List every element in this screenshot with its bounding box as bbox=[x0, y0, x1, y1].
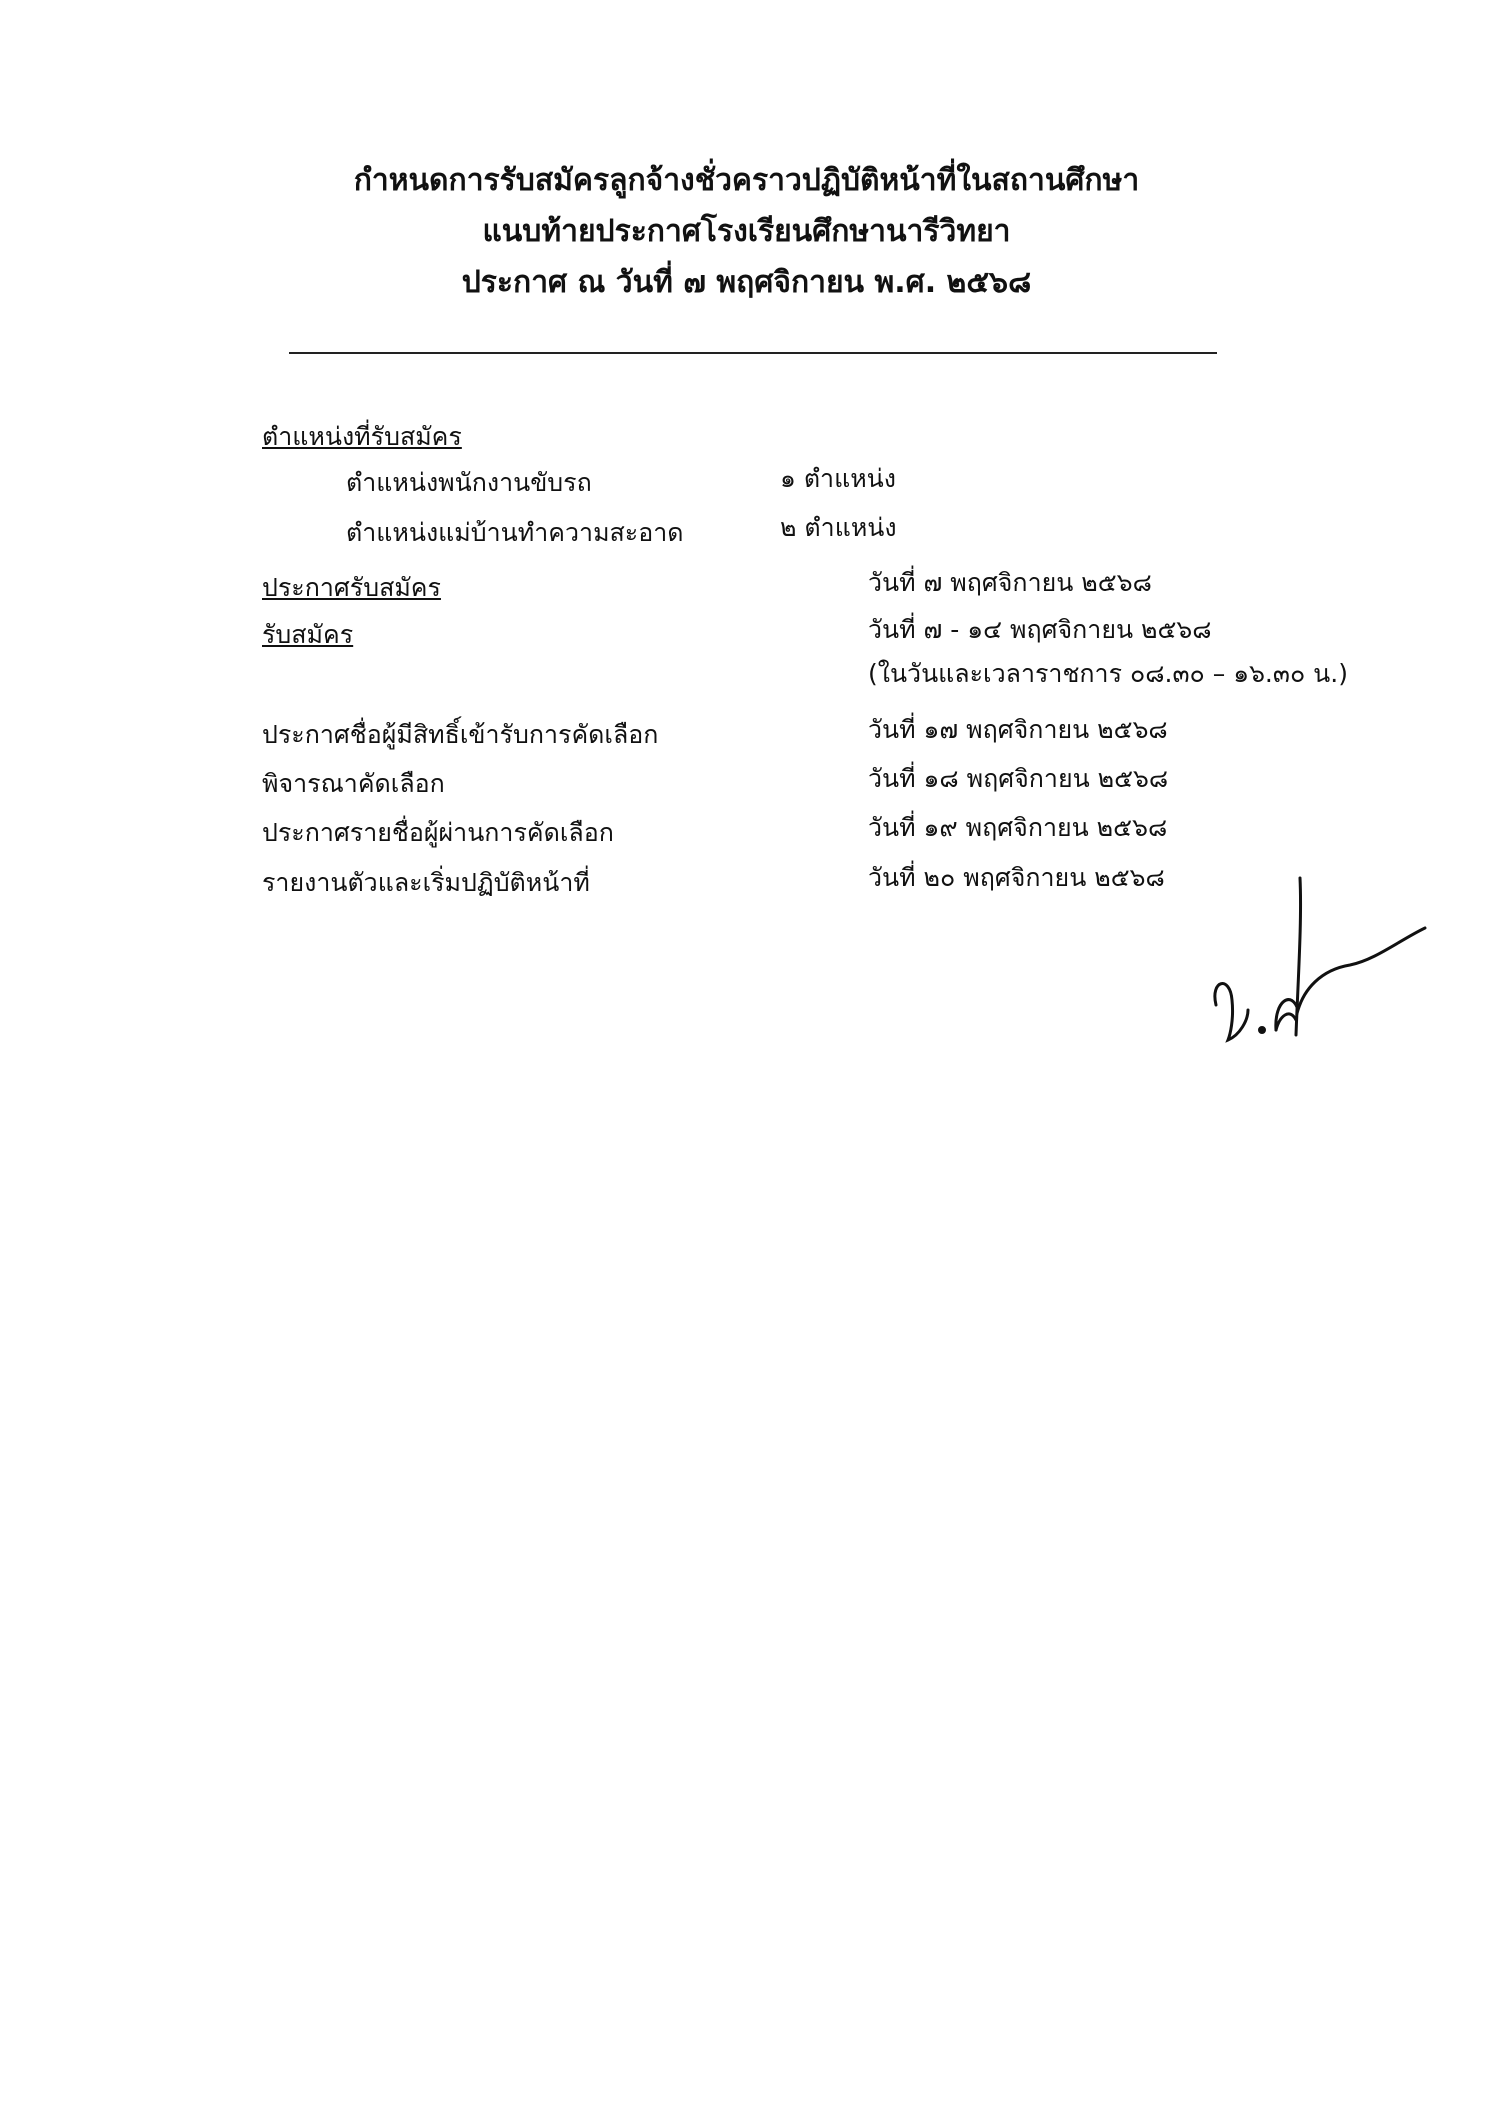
schedule-date-announce: วันที่ ๗ พฤศจิกายน ๒๕๖๘ bbox=[868, 568, 1152, 597]
position-housekeeper: ตำแหน่งแม่บ้านทำความสะอาด bbox=[346, 518, 684, 547]
schedule-date-report: วันที่ ๒๐ พฤศจิกายน ๒๕๖๘ bbox=[868, 863, 1165, 892]
schedule-date-selection: วันที่ ๑๘ พฤศจิกายน ๒๕๖๘ bbox=[868, 764, 1169, 793]
schedule-date-results: วันที่ ๑๙ พฤศจิกายน ๒๕๖๘ bbox=[868, 813, 1168, 842]
document-subtitle: แนบท้ายประกาศโรงเรียนศึกษานารีวิทยา bbox=[482, 214, 1011, 249]
schedule-label-results: ประกาศรายชื่อผู้ผ่านการคัดเลือก bbox=[262, 818, 614, 847]
schedule-label-report: รายงานตัวและเริ่มปฏิบัติหน้าที่ bbox=[262, 868, 590, 897]
position-driver: ตำแหน่งพนักงานขับรถ bbox=[346, 468, 592, 497]
schedule-label-announce: ประกาศรับสมัคร bbox=[262, 573, 441, 602]
announcement-date: ประกาศ ณ วันที่ ๗ พฤศจิกายน พ.ศ. ๒๕๖๘ bbox=[461, 265, 1032, 300]
divider bbox=[289, 352, 1217, 354]
schedule-date-apply: วันที่ ๗ - ๑๔ พฤศจิกายน ๒๕๖๘ bbox=[868, 615, 1212, 644]
schedule-label-selection: พิจารณาคัดเลือก bbox=[262, 769, 445, 798]
positions-heading: ตำแหน่งที่รับสมัคร bbox=[262, 422, 462, 451]
schedule-label-apply: รับสมัคร bbox=[262, 620, 354, 649]
position-housekeeper-count: ๒ ตำแหน่ง bbox=[780, 513, 897, 542]
signature-image bbox=[1200, 870, 1430, 1060]
position-driver-count: ๑ ตำแหน่ง bbox=[780, 464, 896, 493]
document-title: กำหนดการรับสมัครลูกจ้างชั่วคราวปฏิบัติหน้าที่ในสถานศึกษา bbox=[353, 163, 1140, 198]
schedule-date-eligible: วันที่ ๑๗ พฤศจิกายน ๒๕๖๘ bbox=[868, 715, 1168, 744]
application-hours-note: (ในวันและเวลาราชการ ๐๘.๓๐ – ๑๖.๓๐ น.) bbox=[868, 659, 1348, 688]
schedule-label-eligible: ประกาศชื่อผู้มีสิทธิ์เข้ารับการคัดเลือก bbox=[262, 720, 659, 749]
